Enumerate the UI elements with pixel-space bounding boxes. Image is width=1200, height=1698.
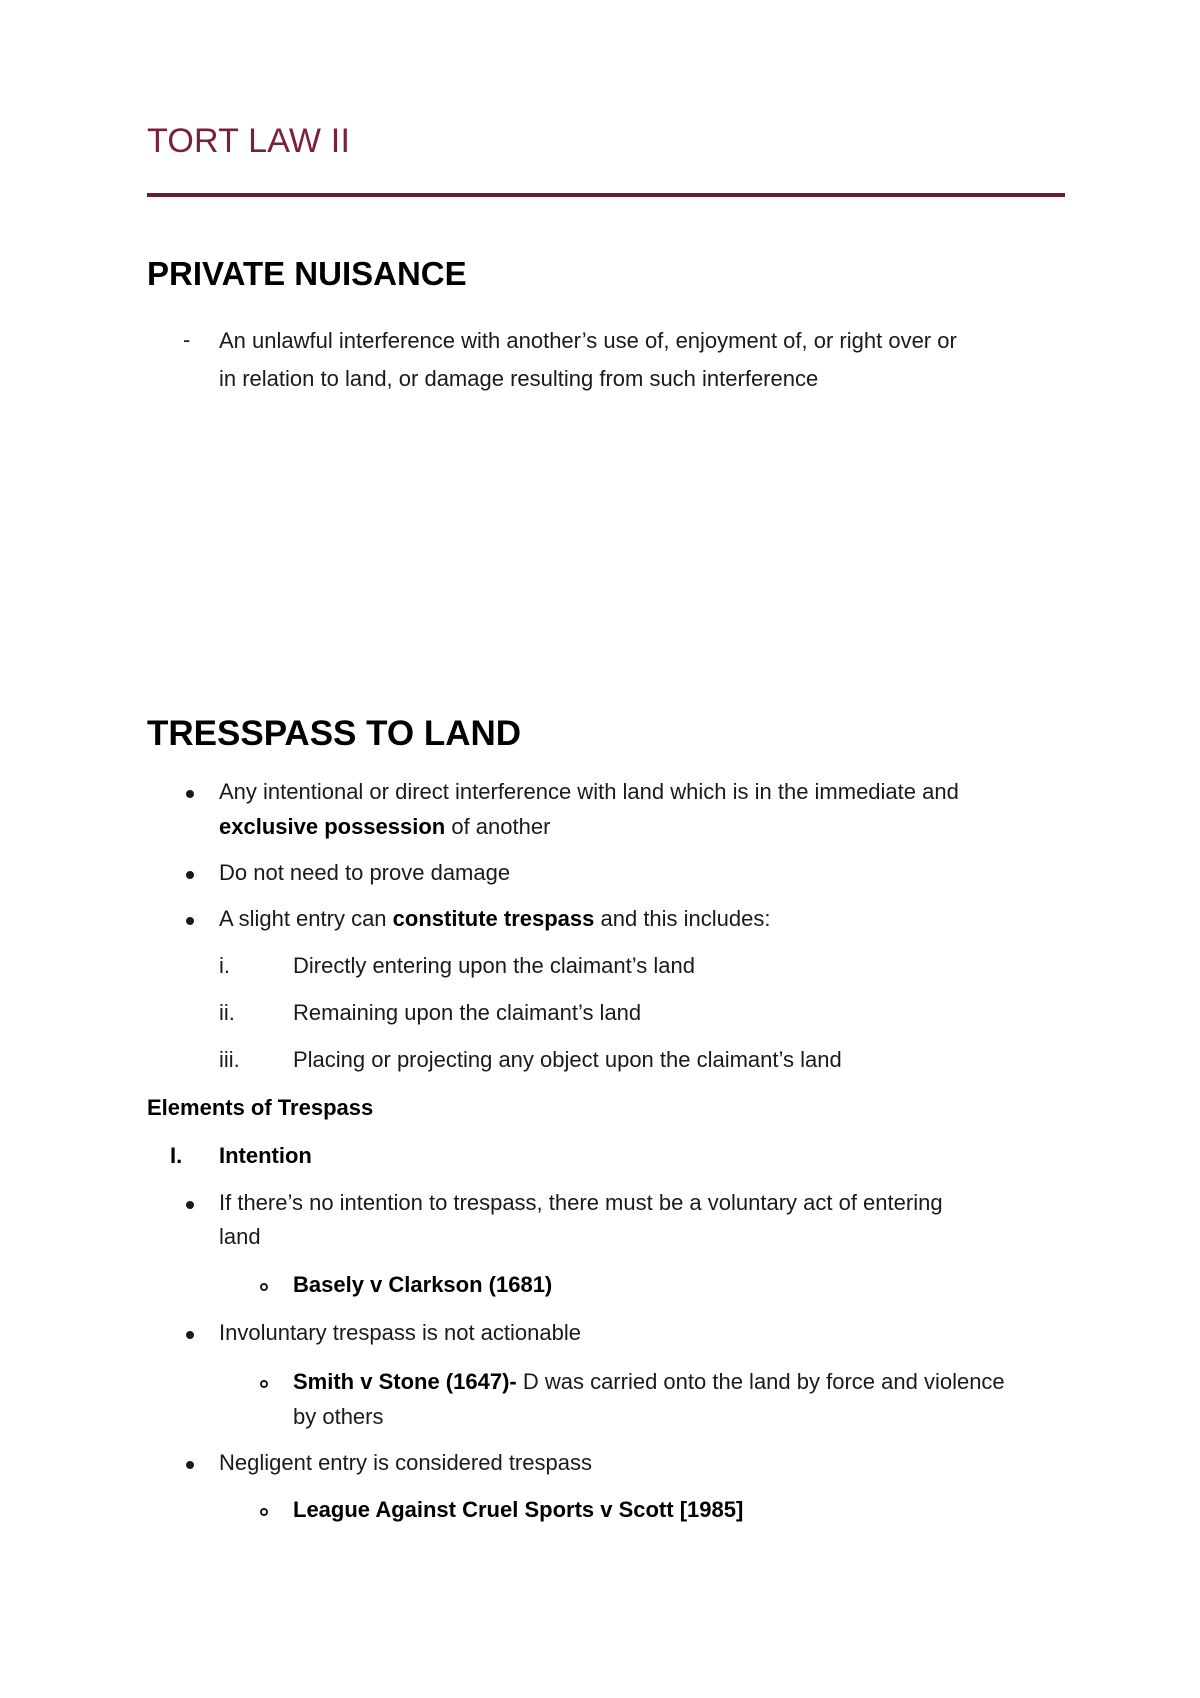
bullet-icon [186,1461,194,1469]
bold-term: exclusive possession [219,814,446,839]
title-divider [147,193,1065,197]
trespass-point-2: Do not need to prove damage [219,860,511,885]
bullet-icon [186,871,194,879]
case-citation: Basely v Clarkson (1681) [293,1272,553,1297]
bullet-icon [186,917,194,925]
definition-line-2: in relation to land, or damage resulting from such interference [219,366,819,391]
text-run: of another [445,814,551,839]
heading-private-nuisance: PRIVATE NUISANCE [147,255,467,292]
text-run: D was carried onto the land by force and violence [516,1369,1005,1394]
subheading-elements-of-trespass: Elements of Trespass [147,1095,374,1120]
case-name: Smith v Stone (1647)- [293,1369,517,1394]
circle-bullet-icon [260,1508,268,1516]
case-citation: League Against Cruel Sports v Scott [1985] [293,1497,744,1522]
bullet-icon [186,790,194,798]
circle-bullet-icon [260,1283,268,1291]
element-intention-label: Intention [219,1143,312,1168]
roman-numeral: i. [219,953,230,978]
circle-bullet-icon [260,1380,268,1388]
text-run: and this includes: [594,906,771,931]
intention-point-2: Involuntary trespass is not actionable [219,1320,581,1345]
roman-numeral: I. [170,1143,183,1168]
trespass-point-1-line-2 [219,814,550,840]
intention-point-1-line-1: If there’s no intention to trespass, there must be a voluntary act of entering [219,1190,943,1215]
bullet-icon [186,1331,194,1339]
bullet-icon [186,1201,194,1209]
case-citation [293,1369,1005,1395]
sub-point: Placing or projecting any object upon the claimant’s land [293,1047,842,1072]
sub-point: Remaining upon the claimant’s land [293,1000,642,1025]
intention-point-3: Negligent entry is considered trespass [219,1450,592,1475]
heading-trespass-to-land: TRESSPASS TO LAND [147,714,522,753]
definition-line-1: An unlawful interference with another’s use of, enjoyment of, or right over or [219,328,957,353]
roman-numeral: iii. [219,1047,240,1072]
text-run: A slight entry can [219,906,393,931]
trespass-point-3 [219,906,771,932]
document-title: TORT LAW II [147,122,351,160]
intention-point-1-line-2: land [219,1224,261,1249]
sub-point: Directly entering upon the claimant’s land [293,953,695,978]
trespass-point-1-line-1: Any intentional or direct interference with land which is in the immediate and [219,779,959,804]
bold-term: constitute trespass [392,906,595,931]
case-citation-line-2: by others [293,1404,384,1429]
dash-marker: - [183,327,191,352]
roman-numeral: ii. [219,1000,235,1025]
